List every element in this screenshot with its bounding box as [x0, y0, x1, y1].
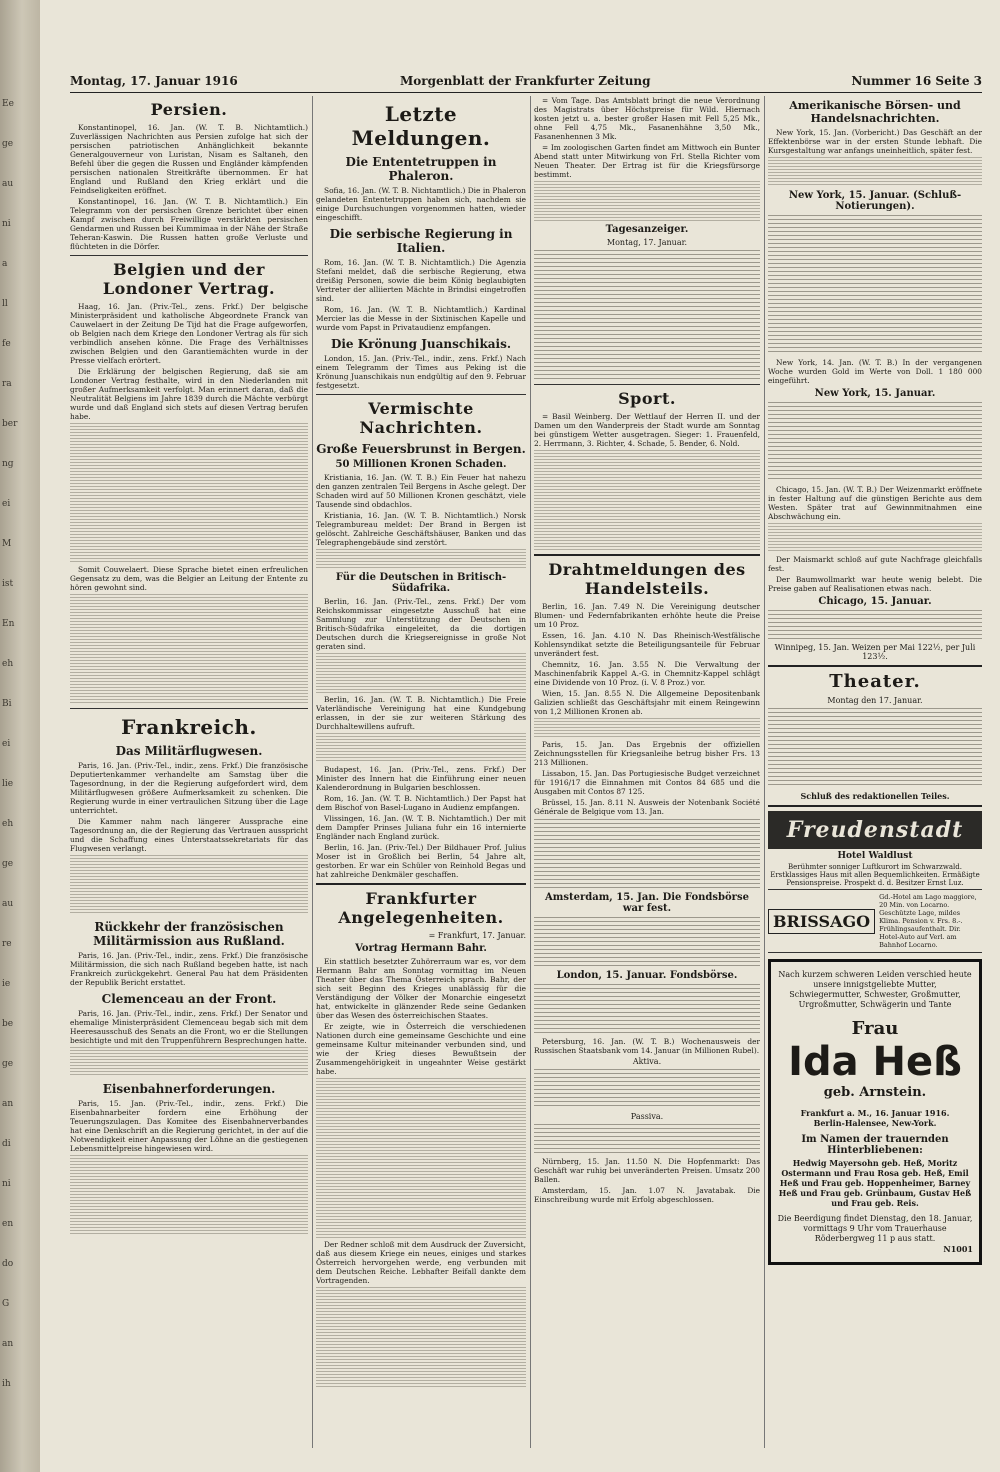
obituary-code: N1001	[943, 1244, 973, 1254]
gutter-fragment: en	[2, 1219, 14, 1229]
masthead-date: Montag, 17. Januar 1916	[70, 74, 238, 88]
masthead-title: Morgenblatt der Frankfurter Zeitung	[400, 74, 651, 88]
subheadline-feuer-sub: 50 Millionen Kronen Schaden.	[335, 459, 507, 470]
gutter-fragment: re	[2, 939, 12, 949]
article-text: Lissabon, 15. Jan. Das Portugiesische Budget verzeichnet für 1916/17 die Einnahmen mit Contos 84 685 und die Ausgaben mit Contos 87 125.	[534, 769, 760, 796]
article-text: Haag, 16. Jan. (Priv.-Tel., zens. Frkf.) Der belgische Ministerpräsident und katholische Abgeordnete Franck van Cauwelaert in der Zeitung De Tijd hat die Frage aufgeworfen, ob Belgien nach dem Kriege den Londoner Vertrag als für sich verbindlich ansehen könne. Die Frage des Verhältnisses zwischen Belgien und den Garantiemächten wurde in der Presse vielfach erörtert.	[70, 302, 308, 365]
article-text: Petersburg, 16. Jan. (W. T. B.) Wochenausweis der Russischen Staatsbank vom 14. Januar (in Millionen Rubel).	[534, 1037, 760, 1055]
article-text: Der Redner schloß mit dem Ausdruck der Zuversicht, daß aus diesem Kriege ein neues, einiges und starkes Österreich hervorgehen werde, eng verbunden mit dem Deutschen Reiche. Lebhafter Beifall dankte dem Vortragenden.	[316, 1240, 526, 1285]
article-text: Paris, 16. Jan. (Priv.-Tel., indir., zens. Frkf.) Die französische Militärmission, die sich nach Rußland begeben hatte, ist nach Frankreich zurückgekehrt. General Pau hat dem Präsidenten der Republik Bericht erstattet.	[70, 951, 308, 987]
table-block	[534, 1124, 760, 1154]
headline-vermischte: Vermischte Nachrichten.	[359, 399, 483, 437]
text-block	[768, 523, 982, 553]
obituary-name: Ida Heß	[788, 1039, 962, 1085]
listing-block	[534, 250, 760, 380]
headline-persien: Persien.	[150, 100, 228, 119]
article-text: Rom, 16. Jan. (W. T. B. Nichtamtlich.) Der Papst hat dem Bischof von Basel-Lugano in Audienz empfangen.	[316, 794, 526, 812]
ad-brissago	[768, 889, 982, 953]
divider	[768, 805, 982, 807]
column-divider	[312, 96, 313, 1448]
column-4	[768, 96, 982, 1452]
article-text: Ein stattlich besetzter Zuhörerraum war es, vor dem Hermann Bahr am Sonntag vormittag im Neuen Theater über das Thema Österreich sprach. Bahr, der sich seit Beginn des Krieges unablässig für die Verständigung der Völker der Monarchie eingesetzt hat, entwickelte in glänzender Rede seine Gedanken über das Wesen des österreichischen Staates.	[316, 957, 526, 1020]
table-block	[768, 610, 982, 640]
obituary-place: Frankfurt a. M., 16. Januar 1916.	[800, 1108, 950, 1118]
gutter-fragment: an	[2, 1099, 14, 1109]
article-text: Die Kammer nahm nach längerer Aussprache eine Tagesordnung an, die der Regierung das Vertrauen ausspricht und die Schaffung eines Unterstaatssekretariats für das Flugwesen verlangt.	[70, 817, 308, 853]
ad-freudenstadt-text: Berühmter sonniger Luftkurort im Schwarzwald. Erstklassiges Haus mit allen Bequemlichkeiten. Ermäßigte Pensionspreise. Prospekt d. d. Besitzer Ernst Luz.	[770, 863, 980, 887]
table-block	[534, 917, 760, 967]
article-text: Paris, 15. Jan. Das Ergebnis der offiziellen Zeichnungsstellen für Kriegsanleihe betrug bisher Frs. 13 213 Millionen.	[534, 740, 760, 767]
gutter-fragment: eh	[2, 819, 14, 829]
subheadline-amsterdam: Amsterdam, 15. Jan. Die Fondsbörse war fest.	[545, 892, 749, 914]
masthead-issue: Nummer 16 Seite 3	[851, 74, 982, 88]
gutter-fragment: ei	[2, 739, 11, 749]
article-text: Budapest, 16. Jan. (Priv.-Tel., zens. Frkf.) Der Minister des Innern hat die Einführung einer neuen Kalenderordnung in Bulgarien beschlossen.	[316, 765, 526, 792]
obituary-geb: geb. Arnstein.	[823, 1085, 927, 1100]
ad-brissago-text: Gd.-Hotel am Lago maggiore, 20 Min. von Locarno. Geschützte Lage, mildes Klima. Pension v. Frs. 8.-. Frühlingsaufenthalt. Dir. Hotel-Auto auf Verl. am Bahnhof Locarno.	[879, 893, 977, 949]
article-text: = Im zoologischen Garten findet am Mittwoch ein Bunter Abend statt unter Mitwirkung von Frl. Stella Richter vom Neuen Theater. Der Ertrag ist für die Kriegsfürsorge bestimmt.	[534, 143, 760, 179]
listing-block	[768, 708, 982, 788]
gutter-fragment: do	[2, 1259, 14, 1269]
gutter-fragment: ei	[2, 499, 11, 509]
gutter-fragment: Ee	[2, 99, 14, 109]
subheadline-chicago2: Chicago, 15. Januar.	[818, 596, 932, 607]
gutter-fragment: a	[2, 259, 8, 269]
article-text: Berlin, 16. Jan. (W. T. B. Nichtamtlich.) Die Freie Vaterländische Vereinigung hat eine Kundgebung erlassen, in der sie zur weiteren Stärkung des Durchhaltewillens aufruft.	[316, 695, 526, 731]
gutter-fragment: En	[2, 619, 15, 629]
article-text: Die Erklärung der belgischen Regierung, daß sie am Londoner Vertrag festhalte, wird in den Niederlanden mit großer Aufmerksamkeit verfolgt. Man erinnert daran, daß die Neutralität Belgiens im Jahre 1839 durch die Mächte verbürgt wurde und daß England sich stets auf diesen Vertrag berufen habe.	[70, 367, 308, 421]
obituary-notice	[768, 959, 982, 1265]
headline-sport: Sport.	[618, 389, 676, 408]
article-text: Rom, 16. Jan. (W. T. B. Nichtamtlich.) Kardinal Mercier las die Messe in der Sixtinischen Kapelle und wurde vom Papst in Privataudienz empfangen.	[316, 305, 526, 332]
schluss-line: Schluß des redaktionellen Teiles.	[800, 791, 950, 801]
gutter-fragment: an	[2, 1339, 14, 1349]
column-divider	[764, 96, 765, 1448]
gutter-fragment: ber	[2, 419, 18, 429]
gutter-fragment: ih	[2, 1379, 11, 1389]
ad-brissago-logo: BRISSAGO	[768, 909, 875, 934]
gutter-fragment: Bi	[2, 699, 12, 709]
divider	[316, 883, 526, 885]
headline-angelegenheiten: Frankfurter Angelegenheiten.	[338, 889, 504, 927]
text-block	[534, 450, 760, 550]
article-text: Rom, 16. Jan. (W. T. B. Nichtamtlich.) Die Agenzia Stefani meldet, daß die serbische Regierung, etwa dreißig Personen, sowie die beim König beglaubigten Vertreter der alliierten Mächte in Brindisi eingetroffen sind.	[316, 258, 526, 303]
subheadline-vortrag: Vortrag Hermann Bahr.	[355, 943, 487, 954]
subheadline-clemenceau: Clemenceau an der Front.	[101, 992, 277, 1006]
article-text: Kristiania, 16. Jan. (W. T. B.) Ein Feuer hat nahezu den ganzen zentralen Teil Bergens in Asche gelegt. Der Schaden wird auf 50 Millionen Kronen geschätzt, viele Tausende sind obdachlos.	[316, 473, 526, 509]
article-text: Brüssel, 15. Jan. 8.11 N. Ausweis der Notenbank Société Générale de Belgique vom 13. Jan.	[534, 798, 760, 816]
page-gutter	[0, 0, 40, 1472]
article-text: New York, 15. Jan. (Vorbericht.) Das Geschäft an der Effektenbörse war in der ersten Stunde lebhaft. Die Kursgestaltung war anfangs uneinheitlich, später fest.	[768, 128, 982, 155]
subheadline-eisenbahn: Eisenbahnerforderungen.	[102, 1082, 276, 1096]
masthead-rule	[70, 92, 982, 93]
gutter-fragment: M	[2, 539, 12, 549]
divider	[534, 554, 760, 556]
article-text: Chicago, 15. Jan. (W. T. B.) Der Weizenmarkt eröffnete in fester Haltung auf die günstigen Berichte aus dem Westen. Später trat auf Gewinnmitnahmen eine Abschwächung ein.	[768, 485, 982, 521]
article-text: Essen, 16. Jan. 4.10 N. Das Rheinisch-Westfälische Kohlensyndikat setzte die Beteiligungsanteile für Februar unverändert fest.	[534, 631, 760, 658]
article-text: Konstantinopel, 16. Jan. (W. T. B. Nichtamtlich.) Ein Telegramm von der persischen Grenze berichtet über einen Kampf zwischen durch Freiwillige verstärkten persischen Gendarmen und Russen bei Kummimaa in der Nähe der Straße Teheran-Kaswin. Die Russen hatten große Verluste und flüchteten in die Dörfer.	[70, 197, 308, 251]
text-block	[534, 718, 760, 738]
gutter-fragment: be	[2, 1019, 14, 1029]
subheadline-london: London, 15. Januar. Fondsbörse.	[556, 970, 738, 981]
article-text: = Basil Weinberg. Der Wettlauf der Herren II. und der Damen um den Wanderpreis der Stadt wurde am Sonntag bei günstigem Wetter ausgetragen. Sieger: 1. Frauenfeld, 2. Herrmann, 3. Richter, 4. Schade, 5. Bender, 6. Nold.	[534, 412, 760, 448]
gutter-fragment: ng	[2, 459, 14, 469]
subheadline-kroenung: Die Krönung Juanschikais.	[330, 337, 512, 351]
obituary-place2: Berlin-Halensee, New-York.	[813, 1118, 937, 1128]
article-text: Paris, 16. Jan. (Priv.-Tel., indir., zens. Frkf.) Die französische Deputiertenkammer verhandelte am Samstag über die Tagesordnung, in der die Regierung aufgefordert wird, dem Militärflugwesen größere Aufmerksamkeit zu schenken. Die Regierung wurde in einer vertraulichen Sitzung über die Lage unterrichtet.	[70, 761, 308, 815]
table-block	[534, 819, 760, 889]
ad-freudenstadt-sub: Hotel Waldlust	[837, 851, 913, 861]
gutter-fragment: ist	[2, 579, 14, 589]
text-block	[70, 1155, 308, 1235]
passiva-label: Passiva.	[630, 1112, 664, 1121]
text-block	[316, 549, 526, 569]
article-text: Amsterdam, 15. Jan. 1.07 N. Javatabak. Die Einschreibung wurde mit Erfolg abgeschlossen.	[534, 1186, 760, 1204]
gutter-fragment: lie	[2, 779, 14, 789]
subheadline-militaer: Das Militärflugwesen.	[115, 744, 263, 758]
gutter-fragment: eh	[2, 659, 14, 669]
theater-date: Montag den 17. Januar.	[827, 696, 923, 705]
article-text: Der Baumwollmarkt war heute wenig belebt. Die Preise gaben auf Realisationen etwas nach.	[768, 575, 982, 593]
aktiva-label: Aktiva.	[632, 1057, 662, 1066]
article-text: Kristiania, 16. Jan. (W. T. B. Nichtamtlich.) Norsk Telegrambureau meldet: Der Brand in Bergen ist gelöscht. Zahlreiche Geschäftshäuser, Banken und das Telegraphengebäude sind zerstört.	[316, 511, 526, 547]
tagesanzeiger-date: Montag, 17. Januar.	[606, 238, 688, 247]
subheadline-tagesanzeiger: Tagesanzeiger.	[605, 224, 689, 235]
newspaper-page	[40, 0, 1000, 1472]
headline-belgien: Belgien und der Londoner Vertrag.	[102, 260, 276, 298]
article-text: Sofia, 16. Jan. (W. T. B. Nichtamtlich.) Die in Phaleron gelandeten Ententetruppen haben sich, nachdem sie einige Durchsuchungen vorgenommen hatten, wieder eingeschifft.	[316, 186, 526, 222]
subheadline-feuer: Große Feuersbrunst in Bergen.	[316, 442, 526, 456]
subheadline-serbisch: Die serbische Regierung in Italien.	[329, 227, 513, 255]
text-block	[316, 653, 526, 693]
text-block	[768, 157, 982, 187]
winnipeg-line: Winnipeg, 15. Jan. Weizen per Mai 122½, per Juli 123½.	[774, 643, 976, 661]
table-block	[768, 402, 982, 482]
obituary-frau: Frau	[851, 1018, 899, 1039]
article-text: New York, 14. Jan. (W. T. B.) In der vergangenen Woche wurden Gold im Werte von Doll. 1 180 000 eingeführt.	[768, 358, 982, 385]
text-block	[316, 733, 526, 763]
subheadline-rueckkehr: Rückkehr der französischen Militärmission aus Rußland.	[93, 920, 285, 948]
gutter-fragment: ge	[2, 859, 14, 869]
headline-letzte: Letzte Meldungen.	[351, 102, 491, 150]
divider	[534, 384, 760, 385]
article-text: Berlin, 16. Jan. (Priv.-Tel., zens. Frkf.) Der vom Reichskommissar eingesetzte Ausschuß hat eine Sammlung zur Unterstützung der Deutschen in Britisch-Südafrika eingeleitet, da die dortigen Deutschen durch die Kriegsereignisse in große Not geraten sind.	[316, 597, 526, 651]
article-text: Er zeigte, wie in Österreich die verschiedenen Nationen durch eine gemeinsame Geschichte und eine gemeinsame Kultur miteinander verbunden sind, und wie der Krieg dieses Bewußtsein der Zusammengehörigkeit in ungeahnter Weise gestärkt habe.	[316, 1022, 526, 1076]
column-2	[316, 96, 526, 1452]
gutter-fragment: au	[2, 899, 14, 909]
obituary-namen: Im Namen der trauernden Hinterbliebenen:	[801, 1134, 949, 1156]
dateline: = Frankfurt, 17. Januar.	[428, 931, 526, 940]
ad-freudenstadt-logo: Freudenstadt	[768, 811, 982, 849]
subheadline-deutsche: Für die Deutschen in Britisch-Südafrika.	[335, 572, 507, 594]
divider	[70, 255, 308, 256]
gutter-fragment: ll	[2, 299, 8, 309]
article-text: Paris, 15. Jan. (Priv.-Tel., indir., zens. Frkf.) Die Eisenbahnarbeiter fordern eine Erhöhung der Teuerungszulagen. Das Komitee des Eisenbahnerverbandes hat eine Denkschrift an die Regierung gerichtet, in der auf die Notwendigkeit einer Anpassung der Löhne an die gestiegenen Lebensmittelpreise hingewiesen wird.	[70, 1099, 308, 1153]
gutter-fragment: au	[2, 179, 14, 189]
headline-frankreich: Frankreich.	[121, 715, 257, 739]
subheadline-ny2: New York, 15. Januar.	[814, 388, 936, 399]
headline-theater: Theater.	[829, 671, 921, 692]
article-text: London, 15. Jan. (Priv.-Tel., indir., zens. Frkf.) Nach einem Telegramm der Times aus Peking ist die Krönung Juanschikais nun endgültig auf den 9. Februar festgesetzt.	[316, 354, 526, 390]
text-block	[316, 1287, 526, 1387]
divider	[70, 708, 308, 709]
text-block	[70, 1047, 308, 1077]
article-text: Berlin, 16. Jan. 7.49 N. Die Vereinigung deutscher Blumen- und Federnfabrikanten erhöhte heute die Preise um 10 Proz.	[534, 602, 760, 629]
article-text: Konstantinopel, 16. Jan. (W. T. B. Nichtamtlich.) Zuverlässigen Nachrichten aus Persien zufolge hat sich der persischen patriotischen Anhänglichkeit bekannte Generalgouverneur von Luristan, Nisam es Saltaneh, den Befehl über die gegen die Russen und Engländer kämpfenden persischen nationalen Streitkräfte übernommen. Er hat England und Rußland den Krieg erklärt und die Feindseligkeiten eröffnet.	[70, 123, 308, 195]
headline-draht: Drahtmeldungen des Handelsteils.	[548, 560, 746, 598]
article-text: Somit Couwelaert. Diese Sprache bietet einen erfreulichen Gegensatz zu dem, was die Belgier an Leitung der Entente zu hören gewohnt sind.	[70, 565, 308, 592]
column-1	[70, 96, 308, 1452]
subheadline-entente: Die Ententetruppen in Phaleron.	[345, 155, 497, 183]
gutter-fragment: ni	[2, 219, 11, 229]
gutter-fragment: ge	[2, 139, 14, 149]
text-block	[316, 1078, 526, 1238]
gutter-fragment: ge	[2, 1059, 14, 1069]
ad-freudenstadt	[768, 811, 982, 887]
column-3	[534, 96, 760, 1452]
text-block	[70, 594, 308, 704]
gutter-fragment: fe	[2, 339, 11, 349]
article-text: = Vom Tage. Das Amtsblatt bringt die neue Verordnung des Magistrats über Höchstpreise für Wild. Hiernach kosten jetzt u. a. bester großer Hasen mit Fell 5,25 Mk., ohne Fell 4,75 Mk., Fasanenhähne 3,50 Mk., Fasanenhennen 3 Mk.	[534, 96, 760, 141]
article-text: Der Maismarkt schloß auf gute Nachfrage gleichfalls fest.	[768, 555, 982, 573]
article-text: Vlissingen, 16. Jan. (W. T. B. Nichtamtlich.) Der mit dem Dampfer Prinses Juliana fuhr ein 16 internierte Engländer nach England zurück.	[316, 814, 526, 841]
subheadline-ny-kurse: New York, 15. Januar. (Schluß-Notierungen).	[788, 190, 962, 212]
text-block	[534, 181, 760, 221]
obituary-intro: Nach kurzem schweren Leiden verschied heute unsere innigstgeliebte Mutter, Schwiegermutter, Schwester, Großmutter, Urgroßmutter, Schwägerin und Tante	[778, 970, 972, 1009]
divider	[768, 665, 982, 667]
article-text: Chemnitz, 16. Jan. 3.55 N. Die Verwaltung der Maschinenfabrik Kappel A.-G. in Chemnitz-Kappel schlägt eine Dividende von 10 Proz. (i. V. 8 Proz.) vor.	[534, 660, 760, 687]
masthead	[70, 74, 982, 90]
obituary-burial: Die Beerdigung findet Dienstag, den 18. Januar, vormittags 9 Uhr vom Trauerhause Röderbergweg 11 p aus statt.	[777, 1214, 973, 1243]
column-divider	[530, 96, 531, 1448]
table-block	[534, 1069, 760, 1109]
headline-amerikanische: Amerikanische Börsen- und Handelsnachrichten.	[789, 99, 961, 125]
text-block	[70, 855, 308, 915]
article-text: Wien, 15. Jan. 8.55 N. Die Allgemeine Depositenbank Galizien schließt das Geschäftsjahr mit einem Reingewinn von 1,2 Millionen Kronen ab.	[534, 689, 760, 716]
article-text: Berlin, 16. Jan. (Priv.-Tel.) Der Bildhauer Prof. Julius Moser ist in Großlich bei Berlin, 54 Jahre alt, gestorben. Er war ein Schüler von Reinhold Begas und hat zahlreiche Denkmäler geschaffen.	[316, 843, 526, 879]
gutter-fragment: di	[2, 1139, 11, 1149]
gutter-fragment: ni	[2, 1179, 11, 1189]
obituary-survivors: Hedwig Mayersohn geb. Heß, Moritz Ostermann und Frau Rosa geb. Heß, Emil Heß und Frau geb. Hoppenheimer, Barney Heß und Frau geb. Grünbaum, Gustav Heß und Frau geb. Reis.	[778, 1158, 972, 1208]
text-block	[70, 423, 308, 563]
gutter-fragment: ra	[2, 379, 12, 389]
gutter-fragment: ie	[2, 979, 11, 989]
article-text: Nürnberg, 15. Jan. 11.50 N. Die Hopfenmarkt: Das Geschäft war ruhig bei unveränderten Preisen. Umsatz 200 Ballen.	[534, 1157, 760, 1184]
article-text: Paris, 16. Jan. (Priv.-Tel., indir., zens. Frkf.) Der Senator und ehemalige Ministerpräsident Clemenceau begab sich mit dem Heeresausschuß des Senats an die Front, wo er die Stellungen besichtigte und mit den Truppenführern Besprechungen hatte.	[70, 1009, 308, 1045]
gutter-fragment: G	[2, 1299, 10, 1309]
table-block	[534, 984, 760, 1034]
divider	[316, 394, 526, 395]
table-block	[768, 215, 982, 355]
